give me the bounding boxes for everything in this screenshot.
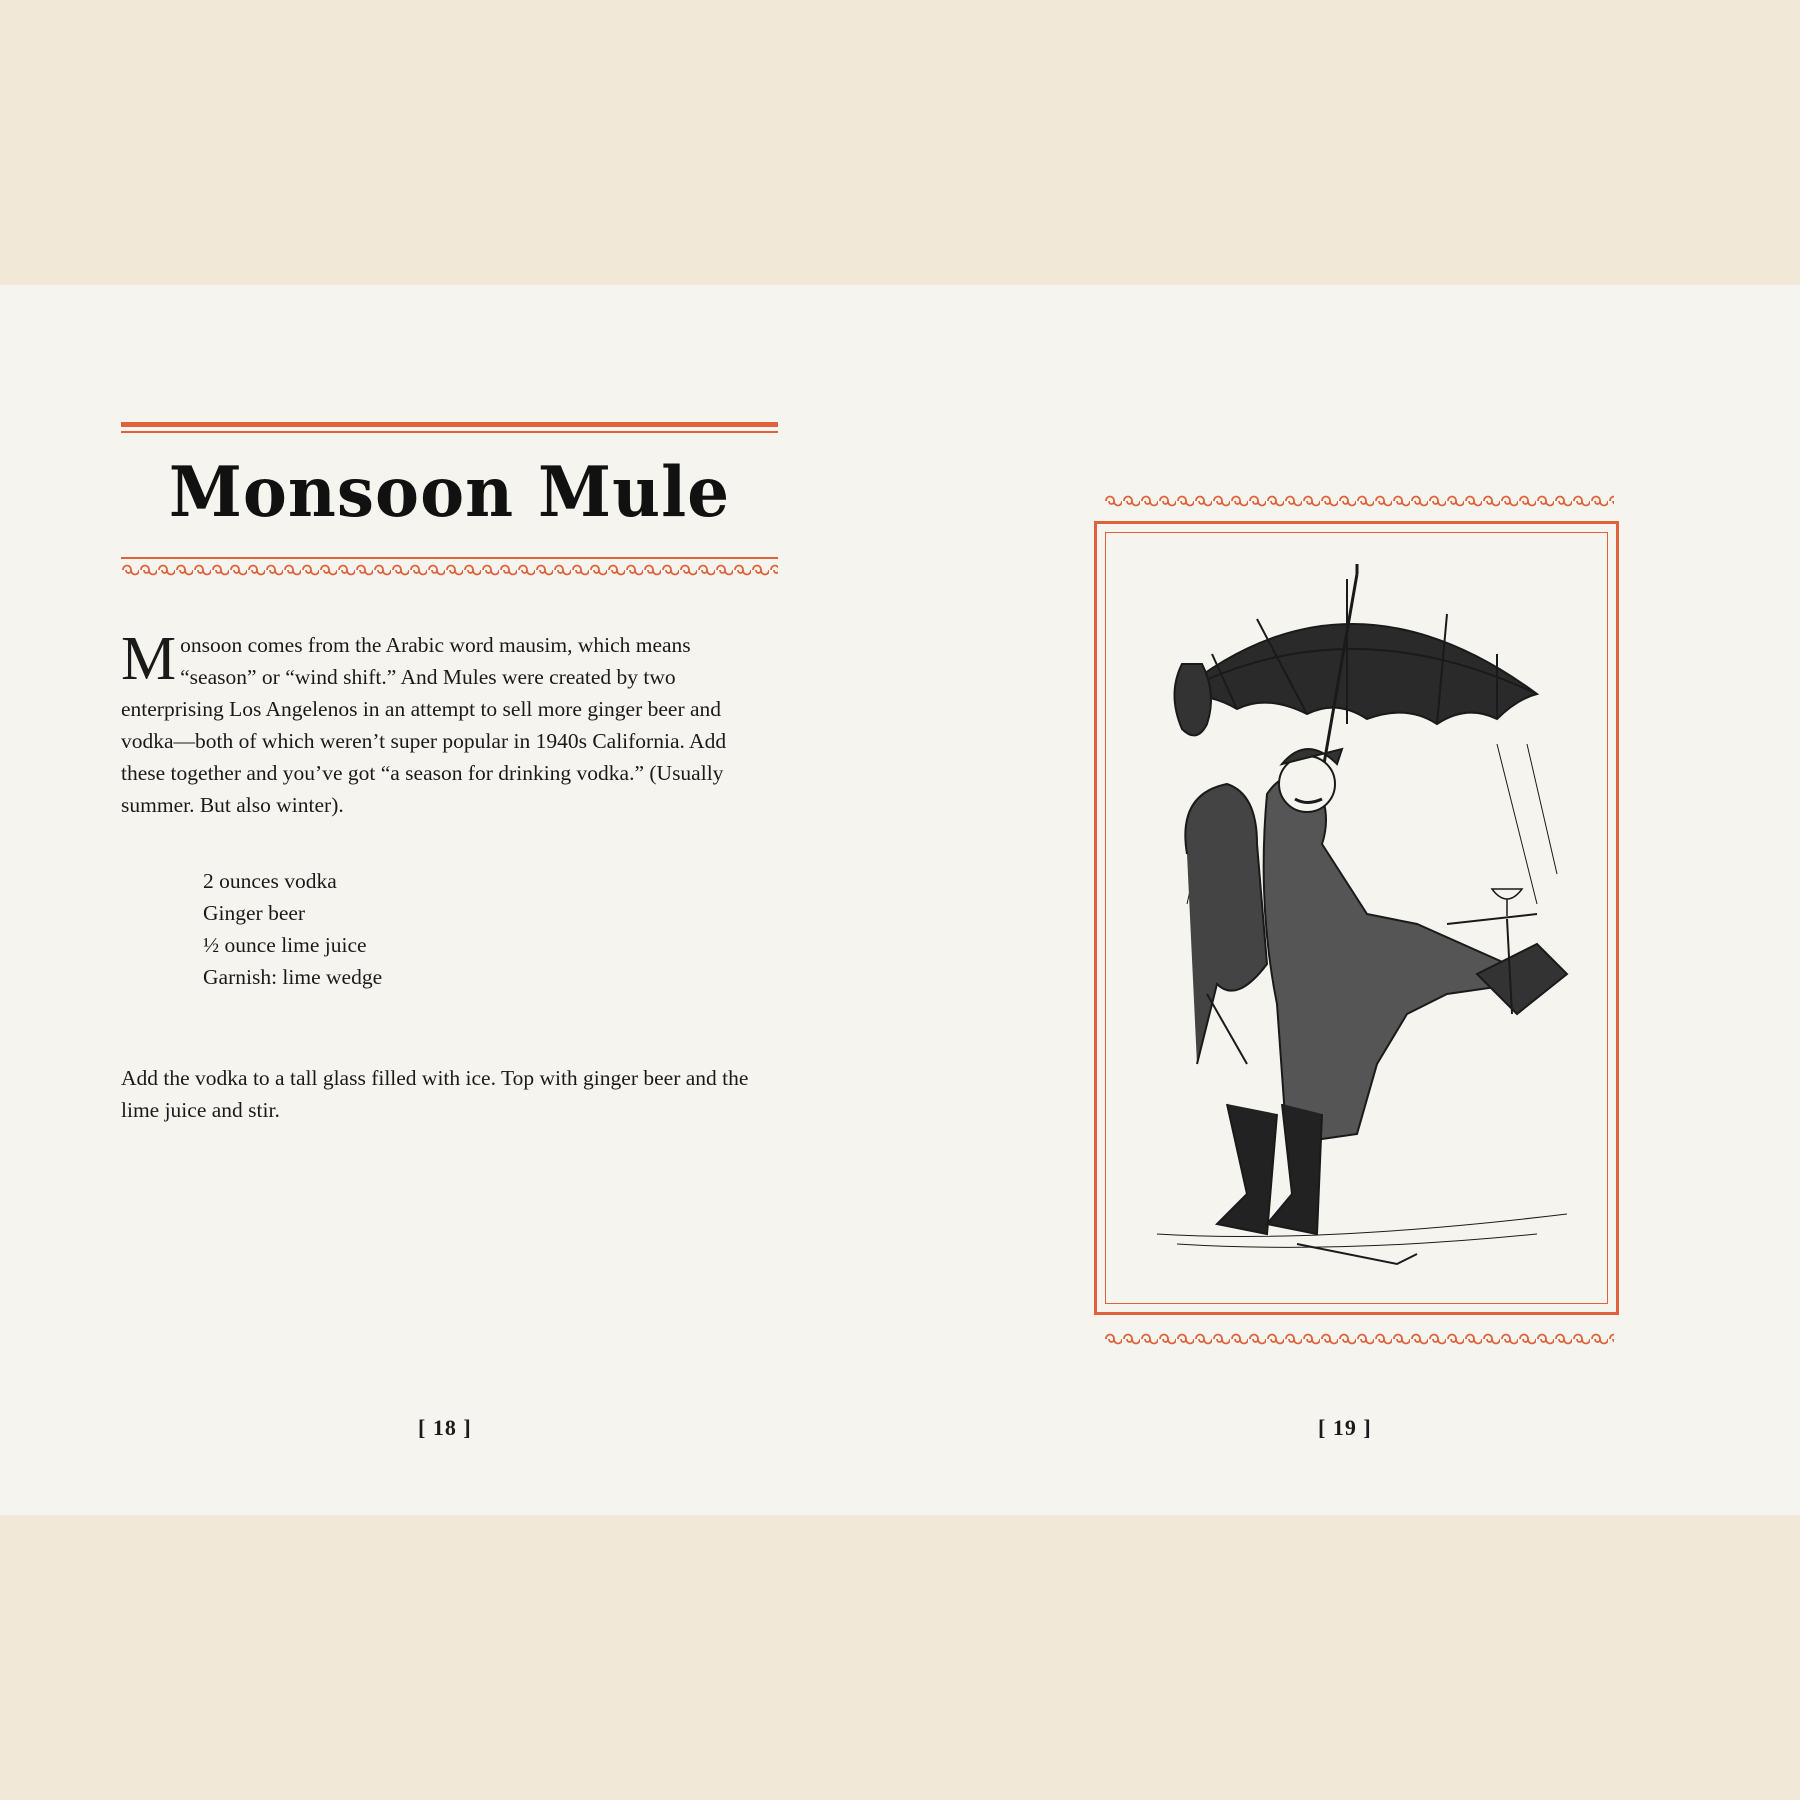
illustration-frame bbox=[1094, 521, 1619, 1315]
left-page bbox=[0, 285, 900, 1515]
ingredient-list bbox=[203, 865, 382, 993]
ingredient-item: Garnish: lime wedge bbox=[203, 965, 383, 989]
drop-cap: M bbox=[121, 625, 177, 693]
intro-paragraph bbox=[121, 625, 761, 821]
scroll-ornament-icon bbox=[1104, 492, 1614, 510]
right-page bbox=[900, 285, 1800, 1515]
man-with-umbrella-icon bbox=[1117, 544, 1597, 1294]
book-spread bbox=[0, 285, 1800, 1515]
page-number-right: [ 19 ] bbox=[1318, 1415, 1372, 1440]
ingredient-item: 2 ounces vodka bbox=[203, 869, 337, 893]
title-ornament-rule bbox=[121, 557, 778, 579]
ingredient-item: Ginger beer bbox=[203, 901, 306, 925]
title-top-rule bbox=[121, 422, 778, 435]
scroll-ornament-icon bbox=[121, 562, 778, 578]
ingredient-item: ½ ounce lime juice bbox=[203, 933, 367, 957]
intro-text: onsoon comes from the Arabic word mausim, which means “season” or “wind shift.” And Mules were created by two enterprising Los Angelenos in an attempt to sell more ginger beer and vodka—both of which weren’t super popular in 1940s California. Add these together and you’ve got “a season for drinking vodka.” (Usually summer. But also winter). bbox=[121, 633, 727, 817]
method-paragraph: Add the vodka to a tall glass filled with ice. Top with ginger beer and the lime juice and stir. bbox=[121, 1066, 749, 1122]
recipe-title: Monsoon Mule bbox=[168, 451, 731, 533]
page-number-left: [ 18 ] bbox=[418, 1415, 472, 1440]
scroll-ornament-icon bbox=[1104, 1330, 1614, 1348]
